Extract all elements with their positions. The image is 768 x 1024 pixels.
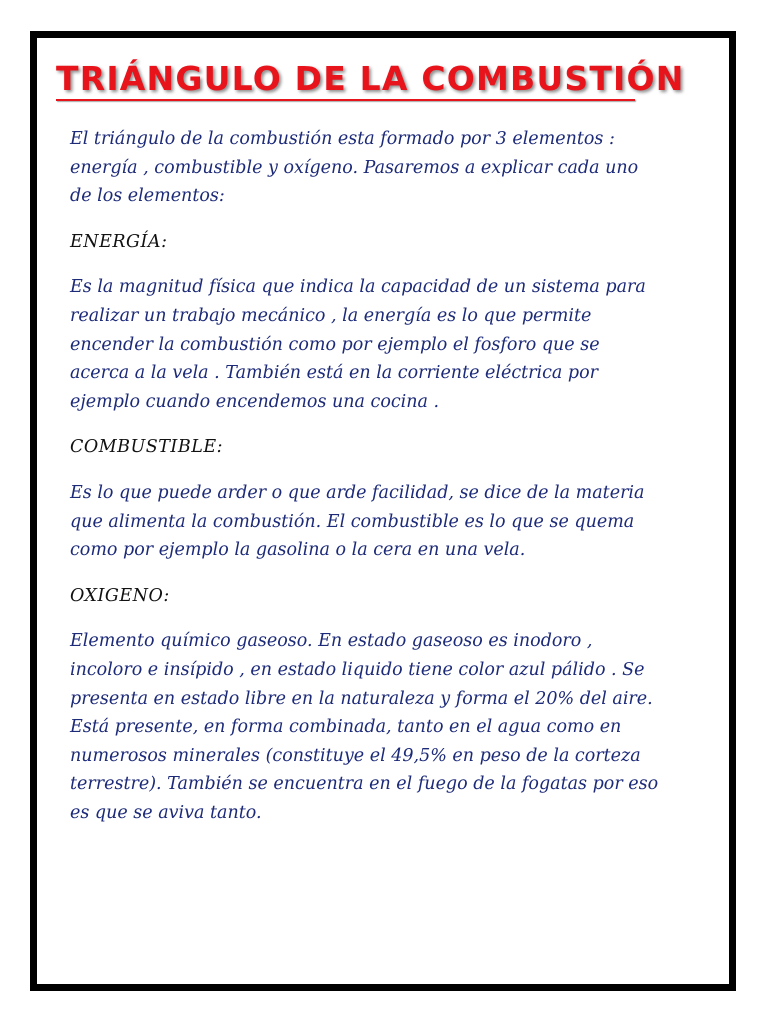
section-heading-energia: ENERGÍA:	[70, 231, 168, 252]
section-heading-oxigeno: OXIGENO:	[70, 585, 170, 606]
section-body-energia: Es la magnitud física que indica la capacidad de un sistema para realizar un trabajo mecánico , la energía es lo que permite encender la combustión como por ejemplo el fosforo que se acerca a la vela . También está en la corriente eléctrica por ejemplo cuando encendemos una cocina .	[70, 277, 646, 412]
document-body	[70, 125, 660, 844]
section-body-combustible: Es lo que puede arder o que arde facilidad, se dice de la materia que alimenta la combustión. El combustible es lo que se quema como por ejemplo la gasolina o la cera en una vela.	[70, 482, 645, 561]
page-title: TRIÁNGULO DE LA COMBUSTIÓN	[56, 59, 685, 98]
intro-paragraph: El triángulo de la combustión esta formado por 3 elementos : energía , combustible y oxígeno. Pasaremos a explicar cada uno de los elementos:	[70, 129, 639, 207]
section-body-oxigeno: Elemento químico gaseoso. En estado gaseoso es inodoro , incoloro e insípido , en estado liquido tiene color azul pálido . Se presenta en estado libre en la naturaleza y forma el 20% del aire. Está presente, en forma combinada, tanto en el agua como en numerosos minerales (constituye el 49,5% en peso de la corteza terrestre). También se encuentra en el fuego de la fogatas por eso es que se aviva tanto.	[70, 631, 659, 823]
title-underline	[56, 99, 635, 101]
section-heading-combustible: COMBUSTIBLE:	[70, 437, 223, 458]
